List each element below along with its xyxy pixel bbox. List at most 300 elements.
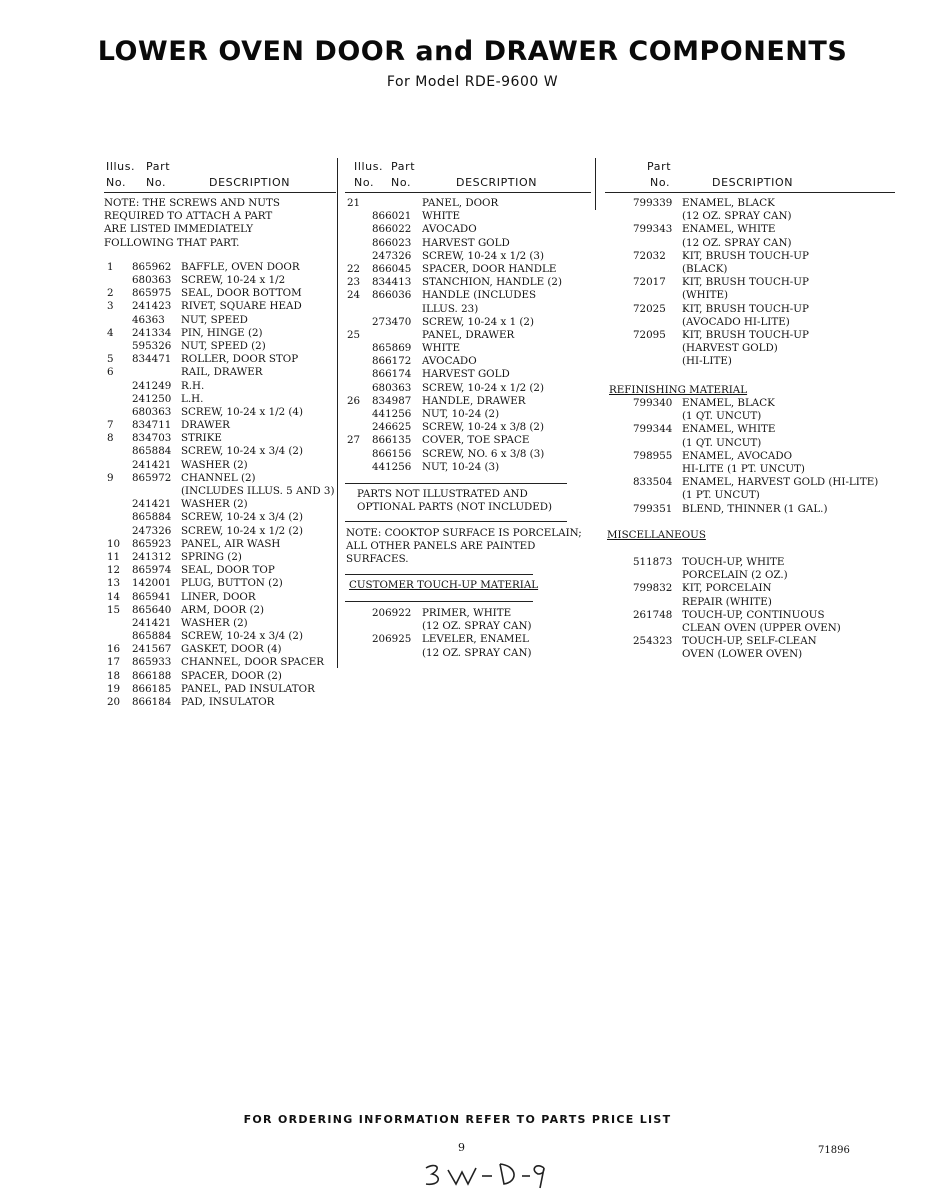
header-illus: Illus. [106,160,136,173]
list-item [345,355,591,368]
part-description: LINER, DOOR [181,590,256,603]
part-number: 46363 [132,313,165,326]
list-item [345,607,591,620]
part-number: 866022 [372,223,412,236]
list-item [605,489,895,502]
list-item [345,633,591,646]
list-item [104,630,336,643]
parts-list [605,193,895,368]
part-description: SCREW, 10-24 x 3/4 (2) [181,630,303,643]
list-item [104,340,336,353]
list-item [605,463,895,476]
part-number: 799340 [633,397,673,409]
part-number: 241421 [132,498,172,511]
part-description: ENAMEL, WHITE [682,223,776,236]
part-number: 833504 [633,476,673,489]
part-description: ARM, DOOR (2) [181,603,265,616]
illus-number: 16 [107,643,121,656]
part-description: HANDLE (INCLUDES [422,289,537,302]
illus-number: 4 [107,326,114,339]
part-number: 799351 [633,502,673,515]
part-description: NUT, SPEED (2) [181,339,266,352]
list-item [104,274,336,287]
part-description: AVOCADO [422,223,477,236]
part-number: 72025 [633,302,666,315]
part-description: TOUCH-UP, SELF-CLEAN [682,635,817,648]
list-item [104,670,336,683]
part-number: 865933 [132,656,172,669]
part-description: (1 QT. UNCUT) [682,436,762,449]
divider-line [345,574,533,575]
part-description: WASHER (2) [181,498,248,511]
part-number: 241334 [132,326,172,339]
part-description: PORCELAIN (2 OZ.) [682,569,788,582]
illus-number: 8 [107,432,114,445]
part-number: 441256 [372,460,412,473]
list-item [605,276,895,289]
header-part: Part [146,160,171,173]
list-item [605,556,895,569]
list-item [345,421,591,434]
part-number: 834711 [132,419,172,432]
list-item [605,342,895,355]
part-description: REPAIR (WHITE) [682,595,772,608]
list-item [104,604,336,617]
part-description: SCREW, 10-24 x 1 (2) [422,315,534,328]
part-description: KIT, BRUSH TOUCH-UP [682,249,809,262]
part-number: 511873 [633,556,673,568]
column-header [345,158,591,193]
part-number: 241421 [132,458,172,471]
part-number: 799339 [633,197,673,209]
part-description: NUT, 10-24 (3) [422,460,500,473]
part-number: 241249 [132,379,172,392]
part-number: 273470 [372,315,412,328]
part-description: LEVELER, ENAMEL [422,633,529,646]
list-item [345,408,591,421]
column-header [605,158,895,193]
part-description: (WHITE) [682,289,729,302]
part-description: CLEAN OVEN (UPPER OVEN) [682,621,841,634]
part-number: 865640 [132,603,172,616]
header-no: No. [146,176,167,189]
part-description: KIT, BRUSH TOUCH-UP [682,276,809,289]
part-number: 799343 [633,223,673,236]
part-number: 865884 [132,445,172,458]
part-description: WHITE [422,210,461,223]
list-item [605,197,895,210]
part-number: 680363 [132,274,172,286]
part-description: PRIMER, WHITE [422,607,512,619]
illus-number: 21 [347,197,361,209]
part-description: HANDLE, DRAWER [422,394,526,407]
list-item [104,393,336,406]
part-description: (12 OZ. SPRAY CAN) [682,210,792,223]
list-item [605,250,895,263]
parts-list [104,261,336,709]
part-number: 595326 [132,339,172,352]
list-item [605,237,895,250]
misc-list [605,556,895,662]
list-item [345,197,591,210]
list-item [345,461,591,474]
part-description: NUT, SPEED [181,313,248,326]
list-item [104,538,336,551]
list-item [605,223,895,236]
list-item [104,406,336,419]
cooktop-note: NOTE: COOKTOP SURFACE IS PORCELAIN; ALL OTHER PANELS ARE PAINTED SURFACES. [346,527,582,566]
part-description: ROLLER, DOOR STOP [181,353,299,366]
illus-number: 24 [347,289,361,302]
list-item [605,289,895,302]
part-description: SPACER, DOOR HANDLE [422,262,557,275]
list-item [104,564,336,577]
list-item [345,448,591,461]
ordering-footer: FOR ORDERING INFORMATION REFER TO PARTS PRICE LIST [243,1113,672,1126]
part-number: 246625 [372,421,412,434]
part-number: 865974 [132,564,172,577]
list-item [104,353,336,366]
part-number: 866172 [372,355,412,368]
list-item [605,355,895,368]
column-1 [104,158,336,709]
document-number: 71896 [818,1145,850,1156]
part-description: CHANNEL (2) [181,471,256,484]
part-description: ENAMEL, BLACK [682,197,775,209]
part-description: SCREW, NO. 6 x 3/8 (3) [422,447,545,460]
part-number: 72017 [633,276,666,289]
list-item [605,210,895,223]
illus-number: 7 [107,419,114,432]
part-description: SCREW, 10-24 x 1/2 (2) [181,524,303,537]
touchup-section-title: CUSTOMER TOUCH-UP MATERIAL [349,579,539,591]
part-description: OVEN (LOWER OVEN) [682,648,803,661]
refinishing-section-title: REFINISHING MATERIAL [609,384,748,396]
part-number: 241312 [132,550,172,563]
list-item [104,300,336,313]
header-description: DESCRIPTION [456,176,538,189]
part-number: 680363 [372,381,412,394]
part-description: PANEL, PAD INSULATOR [181,682,315,695]
header-description: DESCRIPTION [712,176,794,189]
list-item [605,263,895,276]
list-item [605,450,895,463]
part-description: STRIKE [181,432,222,445]
part-number: 142001 [132,577,172,590]
list-item [345,342,591,355]
list-item [104,314,336,327]
illus-number: 18 [107,669,121,682]
column-header [104,158,336,193]
refinishing-list [605,397,895,516]
list-item [104,327,336,340]
part-description: HARVEST GOLD [422,236,510,249]
list-item [605,503,895,516]
part-number: 866045 [372,262,412,275]
part-number: 865941 [132,590,172,603]
part-description: SCREW, 10-24 x 3/8 (2) [422,421,544,434]
list-item [605,303,895,316]
part-number: 865975 [132,287,172,300]
part-description: HI-LITE (1 PT. UNCUT) [682,462,805,475]
part-number: 865923 [132,537,172,550]
part-number: 866021 [372,210,412,223]
part-number: 680363 [132,405,172,418]
list-item [104,617,336,630]
part-description: SPRING (2) [181,550,242,563]
illus-number: 5 [107,353,114,366]
page-number: 9 [458,1141,465,1154]
list-item [345,329,591,342]
handwritten-annotation [420,1156,550,1192]
list-item [605,397,895,410]
illus-number: 22 [347,262,361,275]
parts-list [345,193,591,474]
part-description: NUT, 10-24 (2) [422,408,500,420]
illus-number: 17 [107,656,121,669]
header-part: Part [647,160,672,173]
header-no: No. [650,176,671,189]
list-item [345,237,591,250]
illus-number: 14 [107,590,121,603]
part-number: 865869 [372,342,412,355]
part-description: (12 OZ. SPRAY CAN) [422,646,532,659]
touchup-list [345,607,591,660]
part-number: 799344 [633,423,673,436]
illus-number: 1 [107,260,114,273]
part-description: DRAWER [181,419,230,432]
illus-number: 2 [107,287,114,300]
part-description: WASHER (2) [181,616,248,629]
part-number: 866135 [372,434,412,447]
list-item [104,551,336,564]
list-item [104,287,336,300]
part-number: 261748 [633,608,673,621]
part-description: PANEL, DOOR [422,197,499,209]
list-item [104,485,336,498]
list-item [104,498,336,511]
part-description: (INCLUDES ILLUS. 5 AND 3) [181,485,335,497]
part-description: STANCHION, HANDLE (2) [422,276,562,289]
list-item [605,635,895,648]
list-item [104,511,336,524]
part-description: (12 OZ. SPRAY CAN) [422,620,532,633]
part-number: 866023 [372,236,412,249]
part-number: 865884 [132,511,172,524]
list-item [104,577,336,590]
illus-number: 15 [107,603,121,616]
column-3 [605,158,895,368]
part-description: ENAMEL, BLACK [682,397,775,409]
part-description: (BLACK) [682,262,728,275]
illus-number: 19 [107,682,121,695]
part-number: 241250 [132,392,172,405]
part-description: BAFFLE, OVEN DOOR [181,260,300,273]
list-item [104,261,336,274]
illus-number: 3 [107,300,114,313]
part-description: PIN, HINGE (2) [181,326,263,339]
part-description: WHITE [422,342,461,355]
part-description: CHANNEL, DOOR SPACER [181,656,324,669]
part-number: 866036 [372,289,412,302]
part-number: 866156 [372,447,412,460]
part-number: 834703 [132,432,172,445]
part-number: 866185 [132,682,172,695]
part-description: COVER, TOE SPACE [422,434,530,447]
part-number: 247326 [132,524,172,537]
list-item [605,410,895,423]
list-item [345,395,591,408]
part-description: KIT, PORCELAIN [682,582,772,595]
list-item [345,434,591,447]
header-illus: Illus. [354,160,384,173]
header-no: No. [391,176,412,189]
list-item [345,368,591,381]
part-number: 865962 [132,260,172,273]
illus-number: 25 [347,328,361,341]
part-description: KIT, BRUSH TOUCH-UP [682,302,809,315]
list-item [104,472,336,485]
part-number: 865884 [132,630,172,643]
header-no: No. [106,176,127,189]
header-no: No. [354,176,375,189]
part-description: (1 PT. UNCUT) [682,489,760,502]
header-part: Part [391,160,416,173]
part-number: 206925 [372,633,412,646]
illus-number: 12 [107,564,121,577]
part-description: (AVOCADO HI-LITE) [682,315,790,328]
list-item [605,569,895,582]
illus-number: 11 [107,550,121,563]
part-description: RIVET, SQUARE HEAD [181,300,302,313]
list-item [104,432,336,445]
list-item [345,382,591,395]
part-description: R.H. [181,379,205,392]
list-item [605,329,895,342]
part-number: 206922 [372,607,412,619]
part-description: SEAL, DOOR TOP [181,564,275,577]
illus-number: 23 [347,276,361,289]
part-description: TOUCH-UP, WHITE [682,556,785,568]
list-item [104,525,336,538]
list-item [104,445,336,458]
list-item [104,380,336,393]
part-description: ILLUS. 23) [422,302,479,315]
part-description: PAD, INSULATOR [181,696,275,708]
part-description: GASKET, DOOR (4) [181,643,282,656]
part-number: 866184 [132,696,172,708]
list-item [345,647,591,660]
part-description: SPACER, DOOR (2) [181,669,282,682]
illus-number: 13 [107,577,121,590]
part-number: 72032 [633,249,666,262]
illus-number: 9 [107,471,114,484]
list-item [605,316,895,329]
part-description: BLEND, THINNER (1 GAL.) [682,502,828,515]
list-item [605,437,895,450]
part-number: 247326 [372,249,412,262]
part-description: PLUG, BUTTON (2) [181,577,283,590]
part-number: 799832 [633,582,673,595]
misc-section-title: MISCELLANEOUS [607,529,706,541]
part-number: 241421 [132,616,172,629]
part-description: L.H. [181,392,204,405]
divider-line [345,601,533,602]
part-number: 834987 [372,394,412,407]
part-description: ENAMEL, HARVEST GOLD (HI-LITE) [682,476,879,489]
part-description: WASHER (2) [181,458,248,471]
part-description: RAIL, DRAWER [181,366,263,379]
parts-not-illustrated-note: PARTS NOT ILLUSTRATED AND OPTIONAL PARTS (NOT INCLUDED) [357,488,553,514]
part-number: 834471 [132,353,172,366]
list-item [345,620,591,633]
list-item [345,276,591,289]
list-item [605,476,895,489]
part-description: SCREW, 10-24 x 1/2 (4) [181,405,303,418]
part-description: PANEL, AIR WASH [181,537,281,550]
part-description: HARVEST GOLD [422,368,510,381]
column-divider [595,158,596,210]
divider-line [345,483,567,484]
illus-number: 26 [347,394,361,407]
list-item [104,459,336,472]
column-2 [345,158,591,474]
list-item [605,622,895,635]
part-description: (1 QT. UNCUT) [682,410,762,423]
screws-note: NOTE: THE SCREWS AND NUTS REQUIRED TO ATTACH A PART ARE LISTED IMMEDIATELY FOLLOWING THAT PART. [104,197,280,249]
list-item [605,596,895,609]
part-description: AVOCADO [422,355,477,368]
part-description: KIT, BRUSH TOUCH-UP [682,328,809,341]
part-description: SCREW, 10-24 x 3/4 (2) [181,511,303,524]
header-description: DESCRIPTION [209,176,291,189]
list-item [345,250,591,263]
illus-number: 20 [107,696,121,708]
list-item [104,591,336,604]
part-description: PANEL, DRAWER [422,328,515,341]
list-item [345,316,591,329]
part-number: 254323 [633,635,673,648]
list-item [104,696,336,709]
column-divider [337,158,338,668]
divider-line [345,521,567,522]
part-number: 798955 [633,449,673,462]
list-item [605,423,895,436]
part-number: 441256 [372,408,412,420]
page-title: LOWER OVEN DOOR and DRAWER COMPONENTS [97,36,848,67]
list-item [104,643,336,656]
list-item [104,419,336,432]
illus-number: 10 [107,537,121,550]
part-description: SCREW, 10-24 x 1/2 [181,274,286,286]
list-item [345,223,591,236]
part-description: SCREW, 10-24 x 3/4 (2) [181,445,303,458]
part-number: 834413 [372,276,412,289]
part-number: 72095 [633,328,666,341]
list-item [605,582,895,595]
part-number: 241423 [132,300,172,313]
part-description: (12 OZ. SPRAY CAN) [682,236,792,249]
part-description: (HARVEST GOLD) [682,342,778,355]
part-description: (HI-LITE) [682,355,732,368]
illus-number: 27 [347,434,361,447]
list-item [104,366,336,379]
part-number: 865972 [132,471,172,484]
list-item [345,289,591,302]
part-description: SEAL, DOOR BOTTOM [181,287,302,300]
part-description: ENAMEL, AVOCADO [682,449,793,462]
part-number: 241567 [132,643,172,656]
